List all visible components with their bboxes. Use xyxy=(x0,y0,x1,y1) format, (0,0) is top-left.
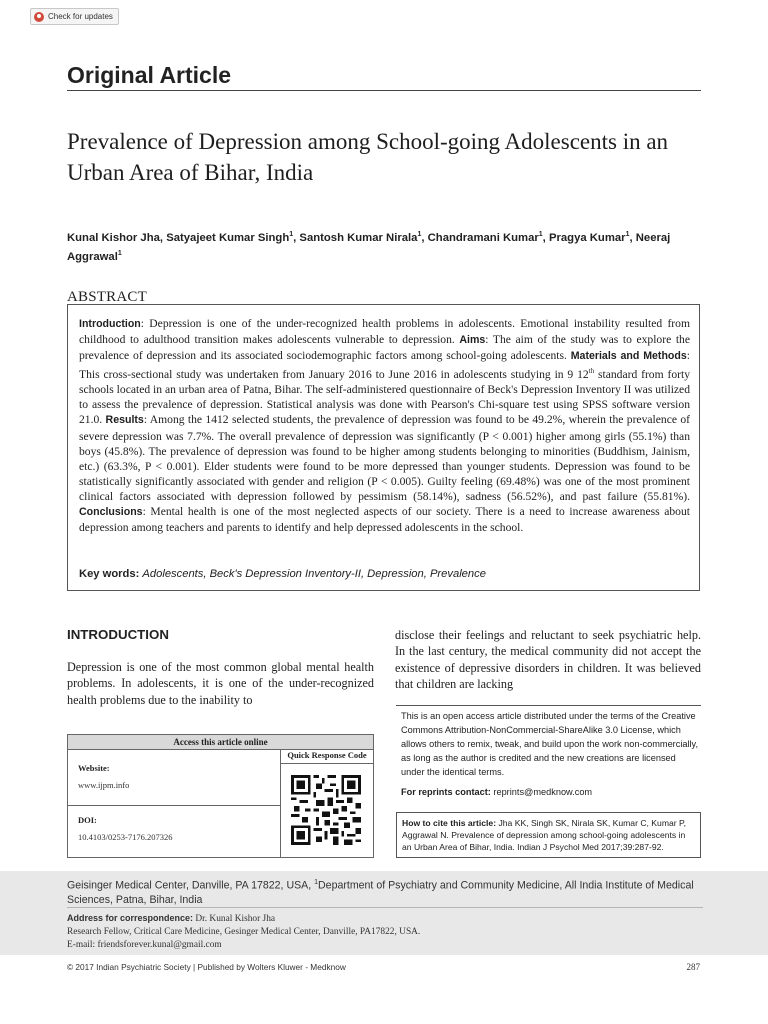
introduction-heading: INTRODUCTION xyxy=(67,627,169,642)
author-name: Pragya Kumar xyxy=(548,231,626,244)
keywords-line xyxy=(79,568,690,580)
aims-label: Aims xyxy=(459,334,486,347)
open-access-notice: This is an open access article distributed under the terms of the Creative Commons Attribution-NonCommercial-ShareAlike 3.0 License, which allows others to remix, tweak, and build upon the work non-commercially, as long as the author is credited and the new creations are licensed under the identical terms. xyxy=(401,711,699,777)
citation-label: How to cite this article: xyxy=(402,818,497,828)
access-box-heading: Access this article online xyxy=(68,735,373,750)
keywords-label: Key words: xyxy=(79,568,140,580)
affiliation-2: Department of Psychiatry and Community Medicine, All India Institute of Medical Sciences, Patna, Bihar, India xyxy=(67,879,694,906)
doi-label: DOI: xyxy=(78,815,97,825)
correspondence-label: Address for correspondence: xyxy=(67,913,194,923)
correspondence-line-2: Research Fellow, Critical Care Medicine, Gesinger Medical Center, Danville, PA17822, USA. xyxy=(67,926,421,937)
affiliation-marker: 1 xyxy=(289,231,294,238)
author-name: Chandramani Kumar xyxy=(427,231,539,244)
affiliation-marker: 1 xyxy=(538,231,543,238)
page-number: 287 xyxy=(686,962,700,972)
reprints-label: For reprints contact: xyxy=(401,787,491,797)
intro-label: Introduction xyxy=(79,318,141,330)
affiliation-marker: 1 xyxy=(625,231,630,238)
qr-heading-rule xyxy=(281,763,373,764)
intro-text: : Depression is one of the under-recognized health problems in adolescents. Emotional instability resulted from childhood to adulthood transition makes adolescents vulnerable to depression. xyxy=(79,317,690,347)
methods-text-cont: standard from forty schools located in an urban area of Patna, Bihar. The self-administered questionnaire of Beck's Depression Inventory II was utilized to assess the prevalence of depression. Statistical analysis was done with Pearson's Chi-square test using SPSS software version 21.0. xyxy=(79,368,691,427)
author-name: Kunal Kishor Jha xyxy=(67,231,160,244)
methods-label: Materials and Methods xyxy=(570,350,687,363)
author-list: Kunal Kishor Jha, Satyajeet Kumar Singh$^1$, Santosh Kumar Nirala$^1$, Chandramani Kumar$^1$, Pragya Kumar$^1$, Neeraj Aggrawal$^1$ xyxy=(67,231,671,263)
abstract-body xyxy=(79,316,690,535)
introduction-right-column: disclose their feelings and reluctant to seek psychiatric help. In the last century, the medical community did not accept the existence of depressive disorders in children. It was believed that children are lacking xyxy=(395,628,701,691)
article-type-heading: Original Article xyxy=(67,62,232,88)
crossmark-icon xyxy=(34,12,44,22)
website-link[interactable]: www.ijpm.info xyxy=(78,780,130,790)
correspondence-line-1 xyxy=(67,912,703,926)
affiliation-marker: 1 xyxy=(314,879,319,886)
results-text: : Among the 1412 selected students, the prevalence of depression was found to be 49.2%, wherein the prevalence of severe depression was 7.7%. The overall prevalence of depression was significantly (P < 0.001) higher among girls (55.1%) than boys (45.8%). The prevalence of depression was found to be higher among students belonging to minorities (Buddhism, Jainism, etc.) (63.3%, P < 0.001). Elder students were found to be more depressed than younger students. Depression was found to be statistically significantly associated with gender and religion (P < 0.005). Guilty feeling (69.48%) was one of the most prominent clinical factors associated with depression followed by pessimism (58.14%), sadness (56.52%), and past failure (55.81%). xyxy=(79,413,690,503)
check-for-updates-label: Check for updates xyxy=(48,12,113,21)
correspondence-block xyxy=(67,912,703,951)
qr-code-heading: Quick Response Code xyxy=(287,750,367,760)
author-name: Neeraj Aggrawal xyxy=(67,231,671,263)
keywords-text: Adolescents, Beck's Depression Inventory-II, Depression, Prevalence xyxy=(142,568,486,580)
qr-code-icon[interactable] xyxy=(291,775,361,845)
check-for-updates-badge[interactable] xyxy=(30,8,119,25)
reprints-contact xyxy=(401,787,699,797)
methods-superscript: th xyxy=(588,367,595,376)
access-box-divider xyxy=(280,749,281,857)
correspondence-email[interactable]: E-mail: friendsforever.kunal@gmail.com xyxy=(67,939,222,950)
footer-divider xyxy=(67,907,703,908)
author-name: Santosh Kumar Nirala xyxy=(299,231,418,244)
aims-text: : The aim of the study was to explore the prevalence of depression and its associated sociodemographic factors among school-going adolescents. xyxy=(79,333,690,363)
citation-body: Jha KK, Singh SK, Nirala SK, Kumar C, Kumar P, Aggrawal N. Prevalence of depression among school-going adolescents in an Urban Area of Bihar, India. Indian J Psychol Med 2017;39:287-92. xyxy=(402,818,687,853)
results-label: Results xyxy=(105,414,144,427)
doi-value[interactable]: 10.4103/0253-7176.207326 xyxy=(78,832,173,842)
conclusions-text: : Mental health is one of the most neglected aspects of our society. There is a need to increase awareness about depression among teachers and parents to identify and help depressed adolescents in the school. xyxy=(79,504,690,535)
open-access-rule xyxy=(396,705,701,706)
abstract-heading: ABSTRACT xyxy=(67,289,147,305)
affiliations xyxy=(67,876,703,907)
author-name: Satyajeet Kumar Singh xyxy=(166,231,290,244)
website-label: Website: xyxy=(78,763,110,773)
heading-rule xyxy=(67,90,701,91)
introduction-left-column: Depression is one of the most common global mental health problems. In adolescents, it is one of the under-recognized health problems due to the inability to xyxy=(67,660,374,707)
access-box-midrule xyxy=(68,805,280,806)
methods-text: : This cross-sectional study was undertaken from January 2016 to June 2016 in adolescents studying in 9 12 xyxy=(79,349,691,382)
citation-text xyxy=(402,817,696,854)
paper-title: Prevalence of Depression among School-going Adolescents in an Urban Area of Bihar, India xyxy=(67,129,669,185)
reprints-email[interactable]: reprints@medknow.com xyxy=(493,787,593,797)
correspondence-name: Dr. Kunal Kishor Jha xyxy=(195,914,276,924)
affiliation-marker: 1 xyxy=(117,249,122,257)
conclusions-label: Conclusions xyxy=(79,505,143,518)
affiliation-1: Geisinger Medical Center, Danville, PA 17822, USA, xyxy=(67,879,315,892)
copyright-notice: © 2017 Indian Psychiatric Society | Published by Wolters Kluwer - Medknow xyxy=(67,962,346,972)
affiliation-marker: 1 xyxy=(417,231,422,238)
